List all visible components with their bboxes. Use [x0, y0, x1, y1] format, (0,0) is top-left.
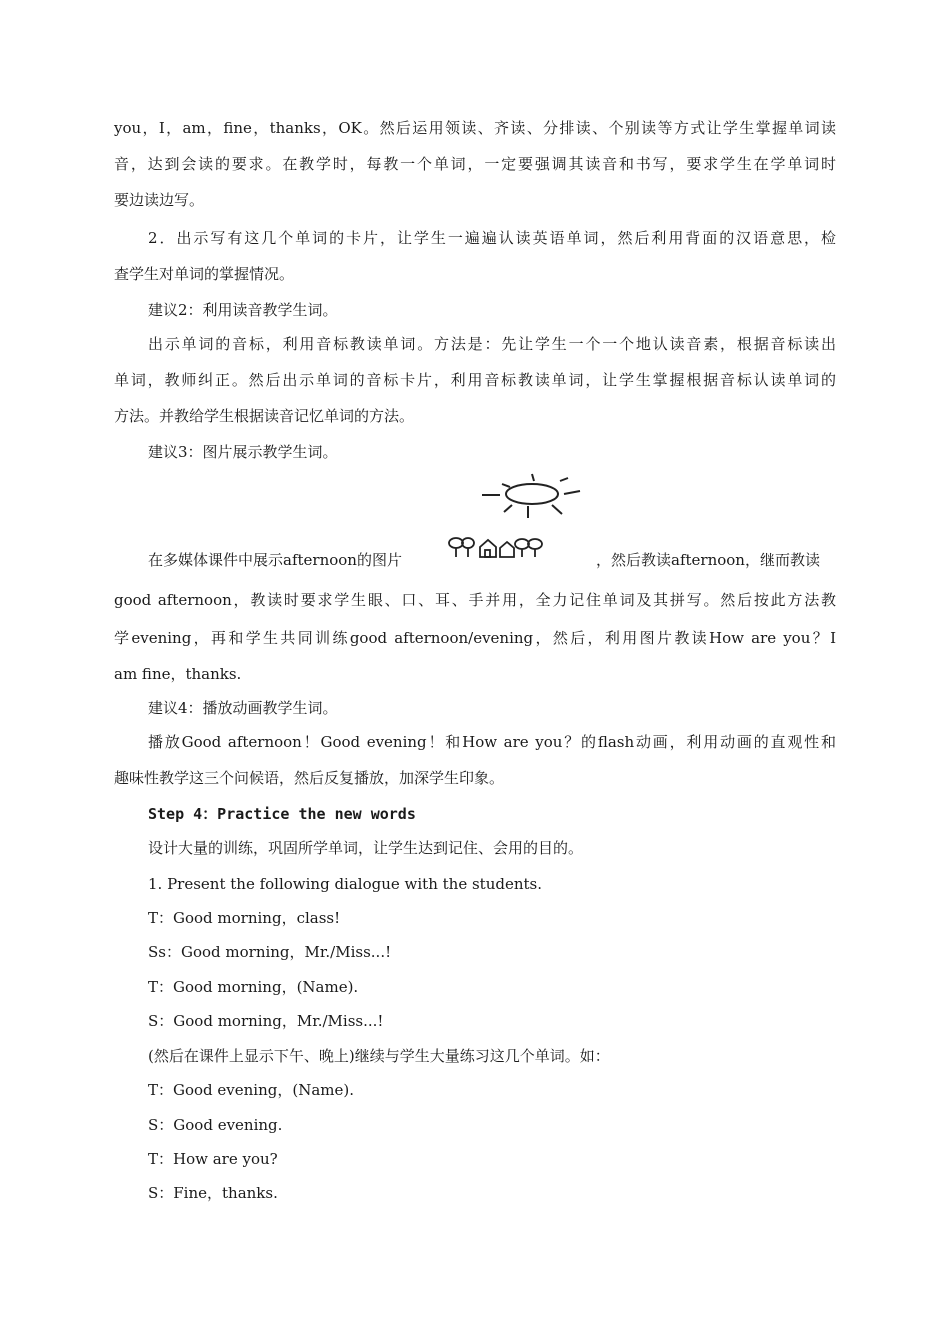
- town-picture: [446, 536, 546, 558]
- sun-drawing: [476, 472, 584, 522]
- dialogue-line: S：Good morning，Mr./Miss...!: [148, 1012, 384, 1030]
- paragraph-line: 要边读边写。: [114, 191, 205, 209]
- paragraph-line: 方法。并教给学生根据读音记忆单词的方法。: [114, 407, 415, 425]
- dialogue-line: Ss：Good morning，Mr./Miss...!: [148, 943, 392, 961]
- paragraph-line: 在多媒体课件中展示afternoon的图片: [148, 551, 402, 569]
- paragraph-line: 音，达到会读的要求。在教学时，每教一个单词，一定要强调其读音和书写，要求学生在学单词时: [114, 155, 836, 173]
- suggestion-heading: 建议3：图片展示教学生词。: [148, 443, 338, 461]
- paragraph-line: 设计大量的训练，巩固所学单词，让学生达到记住、会用的目的。: [148, 839, 584, 857]
- suggestion-heading: 建议4：播放动画教学生词。: [148, 699, 338, 717]
- paragraph-line: 趣味性教学这三个问候语，然后反复播放，加深学生印象。: [114, 769, 505, 787]
- paragraph-line: 播放Good afternoon！Good evening！和How are you？的flash动画，利用动画的直观性和: [148, 733, 836, 751]
- paragraph-line: (然后在课件上显示下午、晚上)继续与学生大量练习这几个单词。如：: [148, 1047, 610, 1065]
- paragraph-line: 2．出示写有这几个单词的卡片，让学生一遍遍认读英语单词，然后利用背面的汉语意思，检: [148, 229, 836, 247]
- suggestion-heading: 建议2：利用读音教学生词。: [148, 301, 338, 319]
- dialogue-line: T：Good morning，class!: [148, 909, 341, 927]
- dialogue-line: S：Fine，thanks.: [148, 1184, 278, 1202]
- paragraph-line: 出示单词的音标，利用音标教读单词。方法是：先让学生一个一个地认读音素，根据音标读出: [148, 335, 836, 353]
- dialogue-line: T：Good evening，(Name).: [148, 1081, 355, 1099]
- dialogue-line: T：Good morning，(Name).: [148, 978, 359, 996]
- dialogue-line: T：How are you?: [148, 1150, 278, 1168]
- paragraph-line: 单词，教师纠正。然后出示单词的音标卡片，利用音标教读单词，让学生掌握根据音标认读单词的: [114, 371, 836, 389]
- paragraph-line: you，I，am，fine，thanks，OK。然后运用领读、齐读、分排读、个别读等方式让学生掌握单词读: [114, 119, 836, 137]
- paragraph-line: am fine，thanks.: [114, 665, 242, 683]
- paragraph-line: 学evening，再和学生共同训练good afternoon/evening，然后，利用图片教读How are you？I: [114, 629, 836, 647]
- step-heading: Step 4：Practice the new words: [148, 805, 416, 823]
- paragraph-line: 查学生对单词的掌握情况。: [114, 265, 295, 283]
- paragraph-line: 1. Present the following dialogue with the students.: [148, 875, 542, 893]
- dialogue-line: S：Good evening.: [148, 1116, 283, 1134]
- paragraph-line: ，然后教读afternoon，继而教读: [596, 551, 820, 569]
- paragraph-line: good afternoon，教读时要求学生眼、口、耳、手并用，全力记住单词及其拼写。然后按此方法教: [114, 591, 836, 609]
